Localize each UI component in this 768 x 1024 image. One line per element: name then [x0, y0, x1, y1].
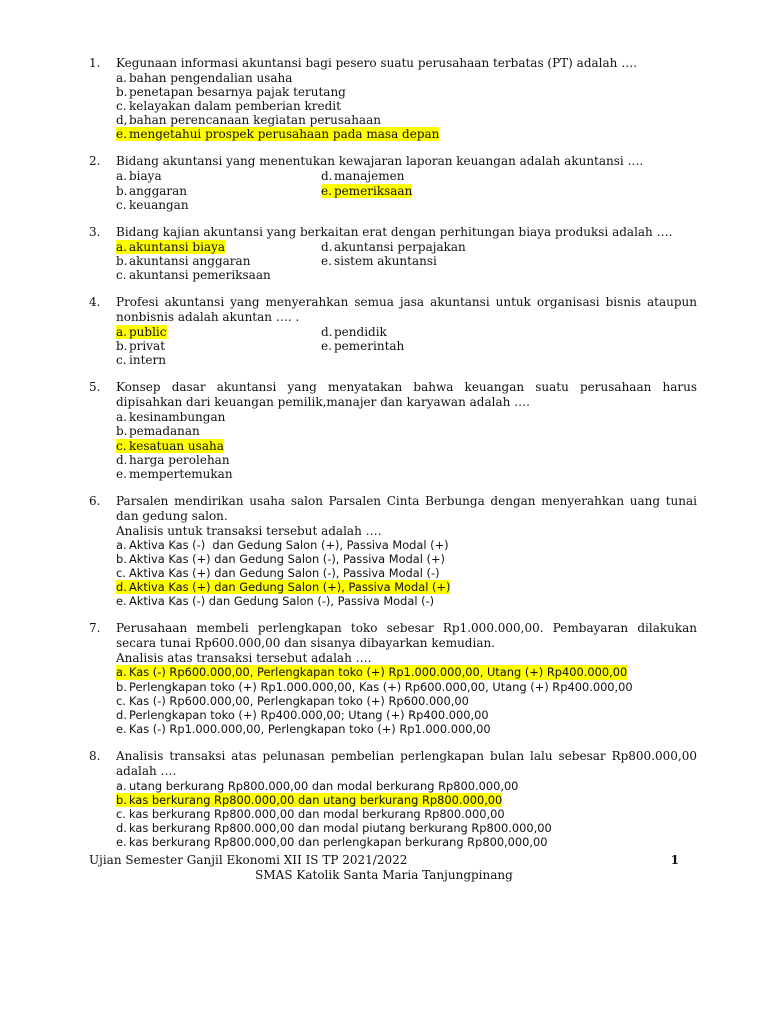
option-letter: b.	[116, 339, 128, 354]
option-content	[116, 410, 225, 424]
question-number: 1.	[89, 56, 101, 70]
option-text: sistem akuntansi	[334, 253, 437, 268]
question-number: 6.	[89, 493, 101, 508]
option-letter: d.	[116, 452, 128, 467]
question-stem: Bidang akuntansi yang menentukan kewajaran laporan keuangan adalah akuntansi ….	[116, 154, 644, 169]
answer-option	[116, 424, 697, 438]
question-instruction: Analisis atas transaksi tersebut adalah ….	[116, 651, 372, 666]
option-letter: b.	[116, 793, 127, 807]
answer-option	[116, 339, 321, 353]
option-text: akuntansi anggaran	[129, 253, 251, 268]
highlighted-answer	[116, 127, 439, 141]
option-letter: d.	[116, 580, 127, 595]
option-text: manajemen	[334, 169, 405, 184]
question-number: 7.	[89, 621, 101, 636]
option-letter: c.	[116, 197, 127, 212]
option-text: akuntansi pemeriksaan	[129, 267, 271, 282]
page-footer	[89, 853, 679, 883]
answer-options	[116, 665, 697, 735]
question-2	[89, 154, 697, 211]
option-text: Perlengkapan toko (+) Rp400.000,00; Utang (+) Rp400.000,00	[129, 707, 489, 722]
question-4	[89, 295, 697, 367]
option-letter: e.	[321, 339, 332, 354]
option-text: penetapan besarnya pajak terutang	[129, 85, 346, 100]
option-letter: a.	[116, 778, 127, 793]
option-text: Perlengkapan toko (+) Rp1.000.000,00, Kas (+) Rp600.000,00, Utang (+) Rp400.000,00	[129, 679, 633, 694]
option-content	[116, 254, 250, 268]
option-content	[116, 807, 505, 821]
question-3	[89, 225, 697, 282]
question-list	[89, 56, 697, 862]
answer-option	[116, 580, 697, 594]
option-letter: d.	[321, 325, 333, 340]
answer-option	[321, 254, 521, 268]
option-text: pendidik	[334, 325, 387, 340]
question-instruction: Analisis untuk transaksi tersebut adalah ….	[116, 523, 382, 538]
option-content	[116, 353, 166, 367]
option-letter: a.	[116, 410, 127, 425]
option-letter: b.	[116, 85, 128, 100]
option-text: Aktiva Kas (-) dan Gedung Salon (+), Passiva Modal (+)	[129, 537, 449, 552]
option-content	[116, 566, 440, 580]
answer-option	[321, 169, 521, 183]
option-letter: c.	[116, 353, 127, 368]
answer-options	[116, 169, 697, 211]
option-letter: d.	[116, 821, 127, 836]
option-letter: b.	[116, 679, 127, 694]
answer-option	[116, 779, 697, 793]
answer-option	[116, 680, 697, 694]
question-stem: Konsep dasar akuntansi yang menyatakan bahwa keuangan suatu perusahaan harus dipisahkan dari keuangan pemilik,manajer dan karyawan adalah ….	[116, 380, 697, 410]
answer-option	[116, 169, 321, 183]
option-text: pemeriksaan	[334, 183, 413, 198]
answer-option	[116, 793, 697, 807]
option-text: keuangan	[129, 197, 189, 212]
option-text: pemerintah	[334, 339, 405, 354]
option-text: mempertemukan	[129, 466, 233, 481]
highlighted-answer	[116, 793, 502, 807]
question-5	[89, 380, 697, 480]
highlighted-answer	[321, 184, 412, 198]
option-letter: b.	[116, 183, 128, 198]
option-letter: c.	[116, 267, 127, 282]
page-number: 1	[670, 853, 679, 867]
option-content	[116, 268, 271, 282]
question-8	[89, 749, 697, 849]
option-letter: d,	[116, 113, 128, 128]
answer-option	[116, 708, 697, 722]
option-text: kas berkurang Rp800.000,00 dan perlengkapan berkurang Rp800,000,00	[129, 835, 548, 850]
option-text: kas berkurang Rp800.000,00 dan modal berkurang Rp800.000,00	[129, 807, 505, 822]
option-letter: e.	[116, 721, 127, 736]
option-content	[321, 254, 437, 268]
answer-option	[116, 821, 697, 835]
answer-option	[116, 353, 321, 367]
question-7	[89, 621, 697, 736]
answer-option	[116, 85, 697, 99]
question-number: 8.	[89, 748, 101, 763]
option-text: bahan pengendalian usaha	[129, 71, 293, 85]
option-text: anggaran	[129, 183, 188, 198]
option-letter: e.	[116, 835, 127, 850]
option-content	[116, 184, 187, 198]
option-letter: a.	[116, 239, 127, 254]
answer-option	[116, 113, 697, 127]
question-stem: Parsalen mendirikan usaha salon Parsalen Cinta Berbunga dengan menyerahkan uang tunai dan gedung salon.	[116, 493, 697, 523]
answer-option	[116, 99, 697, 113]
option-letter: e.	[116, 594, 127, 609]
answer-option	[116, 566, 697, 580]
option-letter: a.	[116, 71, 127, 85]
answer-option	[116, 835, 697, 849]
option-text: bahan perencanaan kegiatan perusahaan	[129, 113, 381, 128]
question-number: 3.	[89, 224, 101, 239]
answer-option	[321, 325, 521, 339]
option-text: Aktiva Kas (+) dan Gedung Salon (-), Passiva Modal (+)	[129, 551, 445, 566]
option-letter: b.	[116, 424, 128, 439]
answer-option	[116, 410, 697, 424]
option-content	[116, 680, 633, 694]
option-content	[116, 169, 162, 183]
highlighted-answer	[116, 580, 450, 594]
option-letter: e.	[321, 183, 332, 198]
option-letter: b.	[116, 253, 128, 268]
answer-option	[116, 71, 697, 85]
answer-option	[116, 240, 321, 254]
option-letter: a.	[116, 325, 127, 340]
option-letter: b.	[116, 551, 127, 566]
option-letter: d.	[321, 239, 333, 254]
answer-option	[321, 339, 521, 353]
option-content	[116, 339, 165, 353]
option-text: kas berkurang Rp800.000,00 dan modal piutang berkurang Rp800.000,00	[129, 821, 552, 836]
option-text: pemadanan	[129, 424, 200, 439]
option-text: kesinambungan	[129, 410, 226, 425]
answer-option	[116, 127, 697, 141]
option-text: Kas (-) Rp1.000.000,00, Perlengkapan toko (+) Rp1.000.000,00	[129, 721, 491, 736]
highlighted-answer	[116, 325, 167, 339]
answer-option	[116, 453, 697, 467]
option-content	[116, 85, 346, 99]
answer-option	[116, 325, 321, 339]
answer-option	[116, 254, 321, 268]
option-letter: e.	[116, 466, 127, 481]
option-content	[116, 779, 518, 793]
option-content	[116, 722, 491, 736]
answer-options	[116, 325, 697, 367]
question-stem: Perusahaan membeli perlengkapan toko sebesar Rp1.000.000,00. Pembayaran dilakukan secara tunai Rp600.000,00 dan sisanya dibayarkan kemudian.	[116, 621, 697, 651]
option-text: mengetahui prospek perusahaan pada masa depan	[129, 127, 440, 142]
answer-option	[116, 594, 697, 608]
option-content	[116, 99, 341, 113]
option-letter: c.	[116, 566, 126, 581]
question-stem: Analisis transaksi atas pelunasan pembelian perlengkapan bulan lalu sebesar Rp800.000,00 adalah ….	[116, 748, 697, 778]
question-stem: Kegunaan informasi akuntansi bagi pesero suatu perusahaan terbatas (PT) adalah ….	[116, 56, 638, 70]
question-1	[89, 56, 697, 141]
option-text: Kas (-) Rp600.000,00, Perlengkapan toko (+) Rp1.000.000,00, Utang (+) Rp400.000,00	[129, 665, 628, 680]
option-text: kelayakan dalam pemberian kredit	[129, 99, 341, 114]
option-content	[116, 538, 449, 552]
option-letter: d.	[321, 169, 333, 184]
option-letter: c.	[116, 99, 127, 114]
answer-options	[116, 71, 697, 141]
option-content	[321, 169, 404, 183]
option-content	[116, 694, 469, 708]
answer-option	[116, 665, 697, 679]
answer-option	[116, 198, 321, 212]
option-letter: c.	[116, 807, 126, 822]
option-letter: d.	[116, 707, 127, 722]
option-content	[116, 552, 445, 566]
option-text: privat	[129, 339, 166, 354]
option-text: biaya	[129, 169, 162, 184]
option-content	[116, 594, 434, 608]
option-content	[116, 708, 489, 722]
school-name: SMAS Katolik Santa Maria Tanjungpinang	[255, 868, 513, 882]
option-text: kas berkurang Rp800.000,00 dan utang berkurang Rp800.000,00	[129, 793, 503, 807]
option-content	[116, 424, 200, 438]
option-text: public	[129, 325, 167, 340]
answer-option	[321, 240, 521, 254]
answer-option	[116, 467, 697, 481]
option-text: Kas (-) Rp600.000,00, Perlengkapan toko (+) Rp600.000,00	[129, 693, 469, 708]
option-content	[116, 453, 230, 467]
option-letter: a.	[116, 169, 127, 184]
option-text: akuntansi biaya	[129, 239, 226, 254]
option-text: utang berkurang Rp800.000,00 dan modal berkurang Rp800.000,00	[129, 778, 519, 793]
question-stem: Bidang kajian akuntansi yang berkaitan erat dengan perhitungan biaya produksi adalah ….	[116, 224, 673, 239]
answer-option	[321, 184, 521, 198]
highlighted-answer	[116, 240, 225, 254]
option-content	[116, 467, 233, 481]
answer-option	[116, 722, 697, 736]
option-content	[116, 71, 292, 85]
option-content	[116, 835, 548, 849]
answer-option	[116, 538, 697, 552]
option-content	[321, 240, 466, 254]
question-stem: Profesi akuntansi yang menyerahkan semua jasa akuntansi untuk organisasi bisnis ataupun nonbisnis adalah akuntan …. .	[116, 295, 697, 325]
option-text: Aktiva Kas (+) dan Gedung Salon (+), Passiva Modal (+)	[129, 580, 451, 595]
option-content	[116, 113, 381, 127]
answer-options	[116, 410, 697, 480]
option-text: akuntansi perpajakan	[334, 239, 466, 254]
option-letter: c.	[116, 438, 127, 453]
answer-option	[116, 694, 697, 708]
question-number: 2.	[89, 154, 101, 169]
highlighted-answer	[116, 439, 224, 453]
exam-title: Ujian Semester Ganjil Ekonomi XII IS TP 2021/2022	[89, 853, 408, 867]
option-content	[116, 821, 552, 835]
question-number: 5.	[89, 380, 101, 395]
answer-option	[116, 268, 321, 282]
question-number: 4.	[89, 295, 101, 310]
option-letter: c.	[116, 693, 126, 708]
option-content	[116, 198, 189, 212]
option-letter: e.	[321, 253, 332, 268]
option-letter: e.	[116, 127, 127, 142]
option-text: Aktiva Kas (-) dan Gedung Salon (-), Passiva Modal (-)	[129, 594, 435, 609]
option-content	[321, 339, 404, 353]
question-6	[89, 494, 697, 609]
answer-option	[116, 439, 697, 453]
answer-option	[116, 184, 321, 198]
answer-option	[116, 807, 697, 821]
option-content	[321, 325, 387, 339]
option-text: harga perolehan	[129, 452, 230, 467]
option-text: Aktiva Kas (+) dan Gedung Salon (-), Passiva Modal (-)	[129, 566, 440, 581]
option-text: kesatuan usaha	[129, 438, 224, 453]
option-letter: a.	[116, 537, 127, 552]
answer-options	[116, 779, 697, 849]
answer-options	[116, 240, 697, 282]
answer-options	[116, 538, 697, 608]
answer-option	[116, 552, 697, 566]
option-text: intern	[129, 353, 166, 368]
option-letter: a.	[116, 665, 127, 680]
highlighted-answer	[116, 665, 627, 679]
